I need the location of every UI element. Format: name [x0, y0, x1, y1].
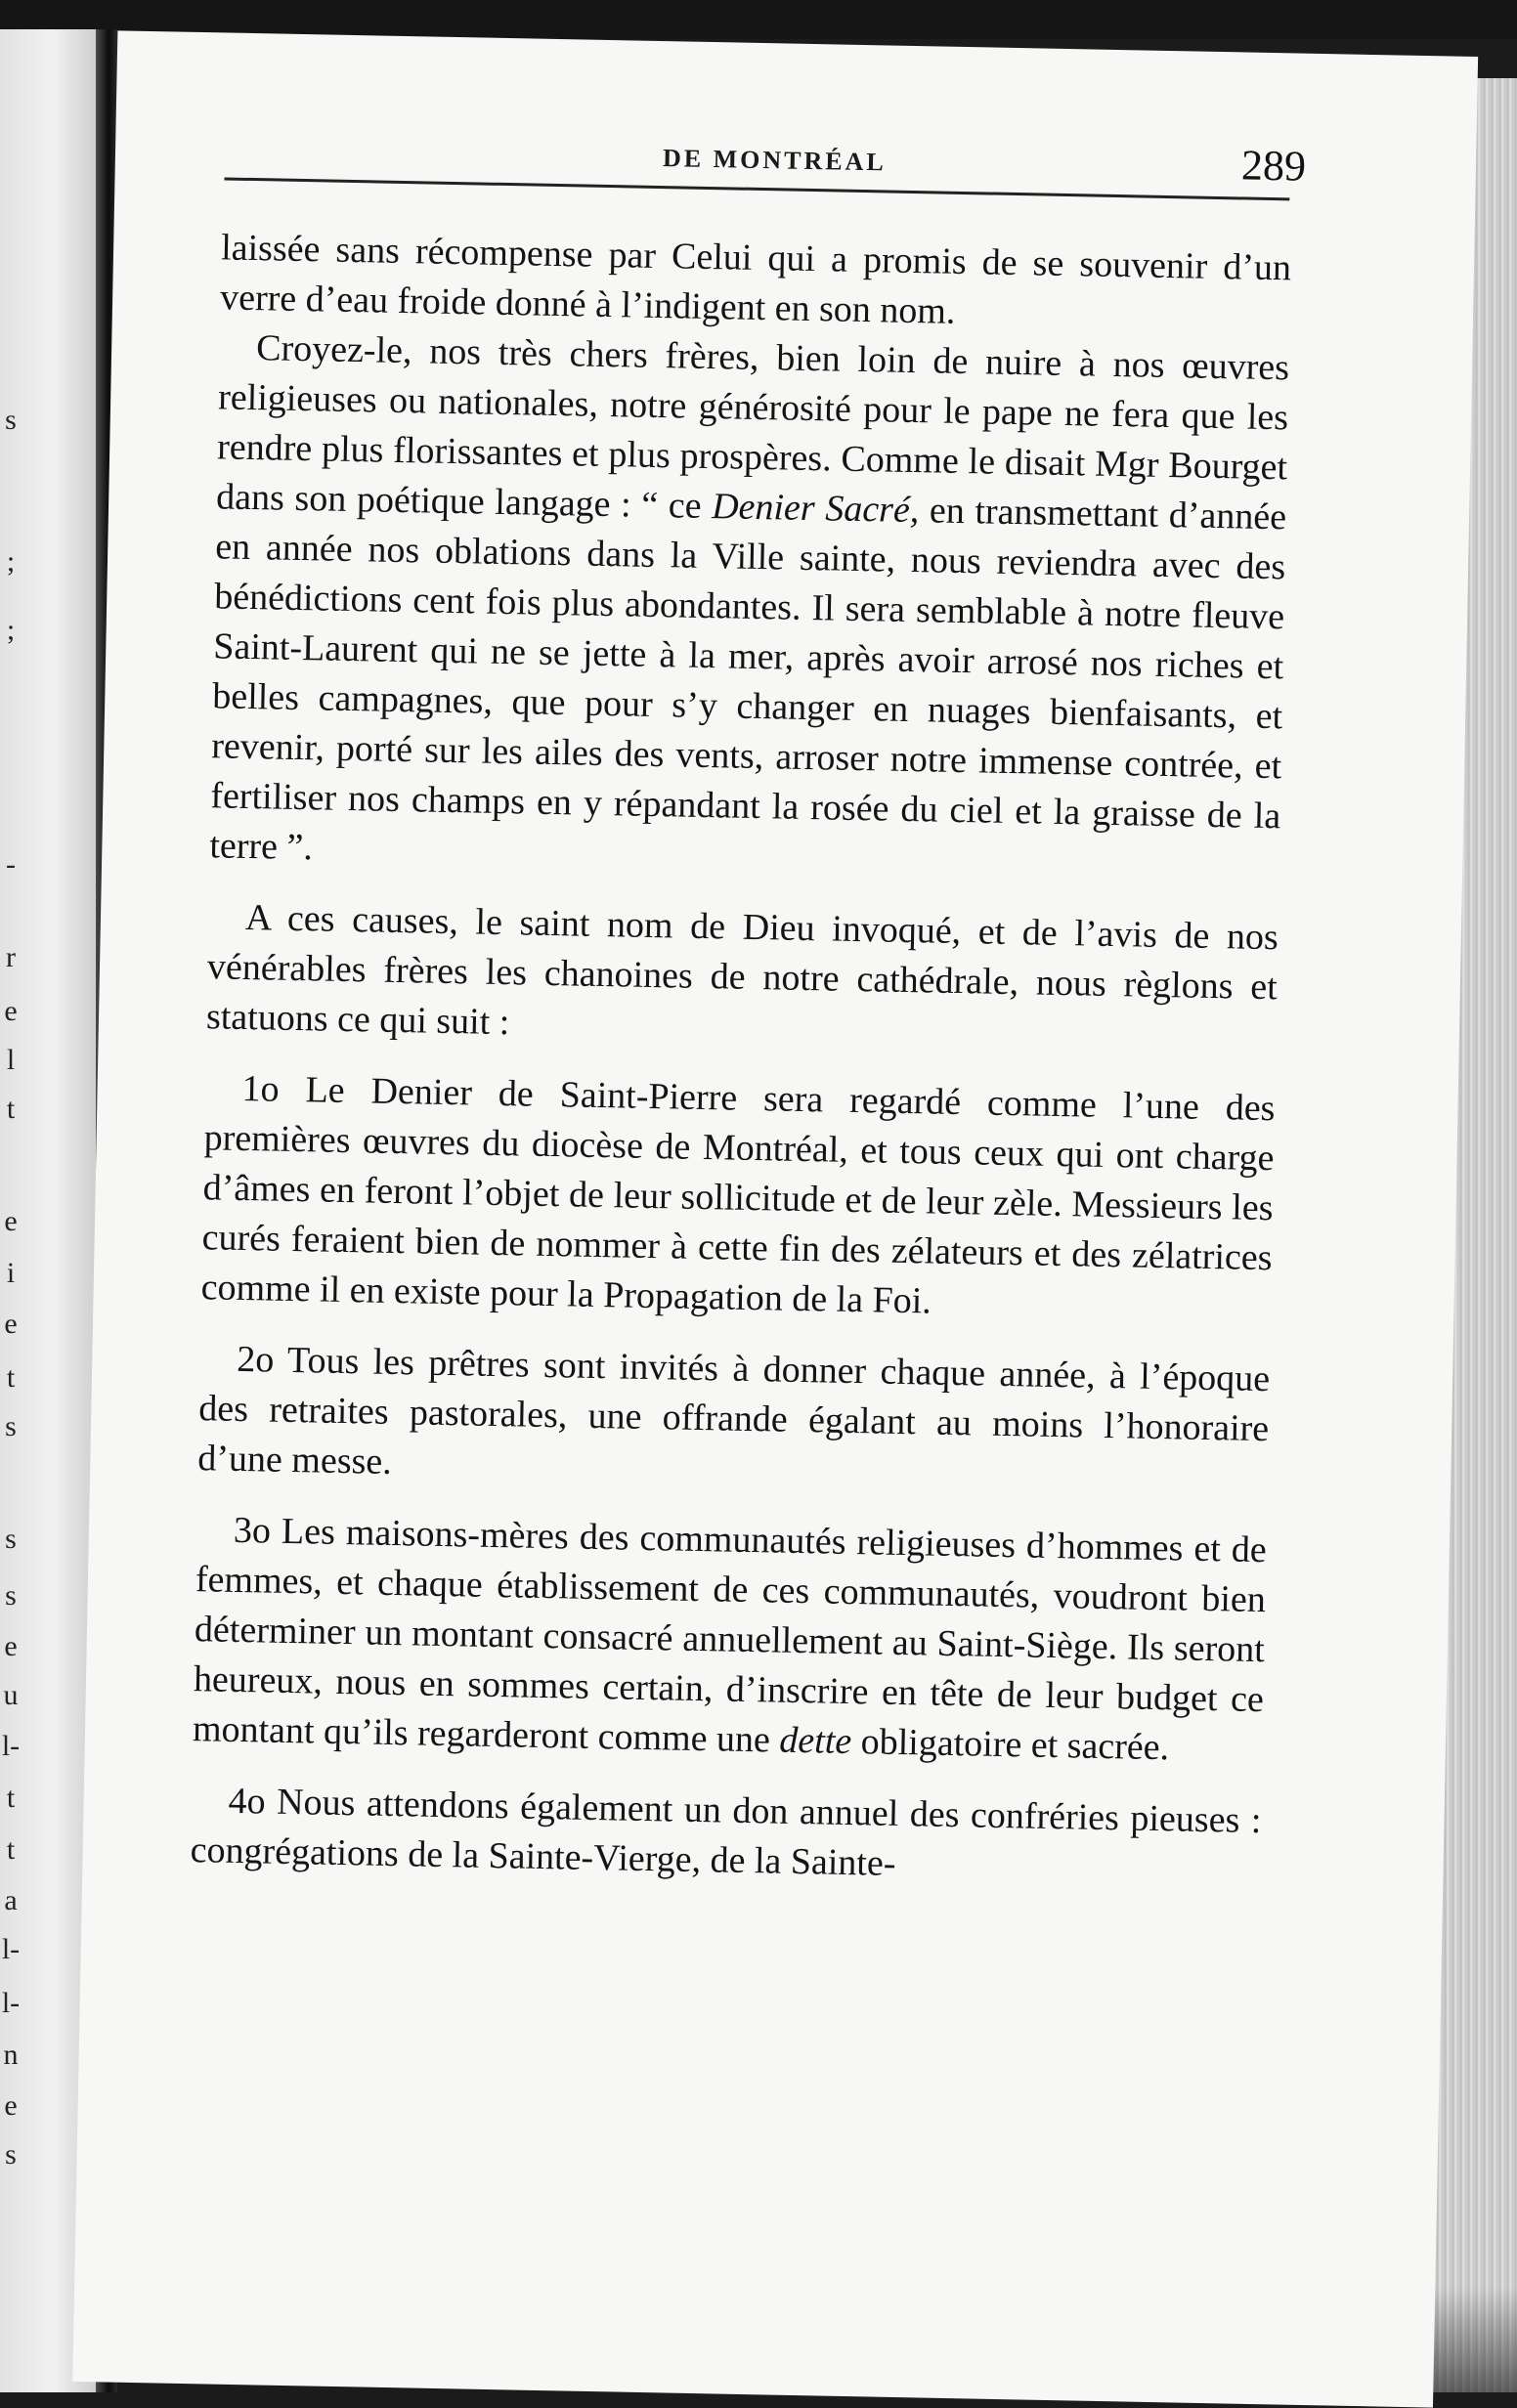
margin-fragment: t — [6, 1361, 16, 1394]
italic-text: dette — [778, 1719, 852, 1763]
paragraph — [193, 1505, 1268, 1775]
book-page — [72, 30, 1478, 2407]
italic-text: Denier Sacré, — [711, 486, 920, 532]
margin-fragment: ; — [6, 614, 16, 646]
margin-fragment: s — [5, 1523, 17, 1555]
margin-fragment: e — [4, 995, 18, 1027]
paragraph-text: 3o Les maisons-mères des communautés religieuses d’hommes et de femmes, et chaque établissement de ces communautés, voudront bien déterminer un montant consacré annuellement au Saint-Siège. Ils seront heureux, nous en sommes certain, d’inscrire en tête de leur budget ce montant qu’ils regarderont comme une — [192, 1509, 1268, 1761]
paragraph: 4o Nous attendons également un don annuel des confréries pieuses : congrégations de la Sainte-Vierge, de la Sainte- — [190, 1780, 1262, 1884]
margin-fragment: e — [4, 1205, 18, 1237]
margin-fragment: - — [6, 848, 16, 881]
margin-fragment: t — [6, 1782, 16, 1814]
paragraph: 2o Tous les prêtres sont invités à donner chaque année, à l’époque des retraites pastorales, une offrande égalant au moins l’honoraire d’une messe. — [196, 1338, 1271, 1483]
margin-fragment: l — [6, 1044, 16, 1076]
margin-fragment: s — [5, 404, 17, 436]
paragraph: 1o Le Denier de Saint-Pierre sera regardé comme l’une des premières œuvres du diocèse de Montréal, et tous ceux qui ont charge d’âmes en feront l’objet de leur sollicitude et de leur zèle. Messieurs les curés feraient bien de nommer à cette fin des zélateurs et des zélatrices comme il en existe pour la Propagation de la Foi. — [200, 1067, 1276, 1322]
margin-fragment: u — [3, 1679, 19, 1711]
margin-fragment: s — [5, 1410, 17, 1442]
paragraph-text: en transmettant d’année en année nos oblations dans la Ville sainte, nous reviendra avec des bénédictions cent fois plus abondantes. Il sera semblable à notre fleuve Saint-Laurent qui ne se jette à la mer, après avoir arrosé nos riches et belles campagnes, que pour s’y changer en nuages bienfaisants, et revenir, porté sur les ailes des vents, arroser notre immense contrée, et fertiliser nos champs en y répandant la rosée du ciel et la graisse de la terre ”. — [209, 490, 1287, 869]
margin-fragment: t — [6, 1833, 16, 1866]
margin-fragment: t — [6, 1093, 16, 1125]
margin-fragment: e — [4, 1630, 18, 1662]
margin-fragment: s — [5, 1579, 17, 1612]
running-head: DE MONTRÉAL — [662, 144, 888, 177]
paragraph-text: Croyez-le, nos très chers frères, bien loin de nuire à nos œuvres religieuses ou nationales, notre générosité pour le pape ne fera que les rendre plus florissantes et plus prospères. Comme le disait Mgr Bourget dans son poétique langage : “ ce — [215, 327, 1290, 528]
margin-fragment: ; — [6, 545, 16, 578]
paragraph: laissée sans récompense par Celui qui a promis de se souvenir d’un verre d’eau froide donné à l’indigent en son nom. — [219, 227, 1292, 332]
margin-fragment: l- — [1, 1987, 21, 2019]
margin-fragment: r — [6, 941, 16, 973]
margin-fragment: a — [4, 1884, 18, 1916]
header-rule — [224, 177, 1289, 200]
margin-fragment: n — [3, 2039, 19, 2071]
margin-fragment: i — [6, 1257, 16, 1289]
page-number: 289 — [1240, 141, 1307, 191]
paragraph: A ces causes, le saint nom de Dieu invoqué, et de l’avis de nos vénérables frères les chanoines de notre cathédrale, nous règlons et statuons ce qui suit : — [205, 897, 1279, 1044]
paragraph — [209, 322, 1290, 891]
margin-fragment: e — [4, 1308, 18, 1340]
paragraph-text: obligatoire et sacrée. — [850, 1721, 1170, 1769]
body-text — [190, 223, 1291, 1896]
margin-fragment: e — [4, 2089, 18, 2122]
margin-fragment: l- — [1, 1730, 21, 1762]
margin-fragment: s — [5, 2138, 17, 2171]
margin-fragment: l- — [1, 1933, 21, 1965]
